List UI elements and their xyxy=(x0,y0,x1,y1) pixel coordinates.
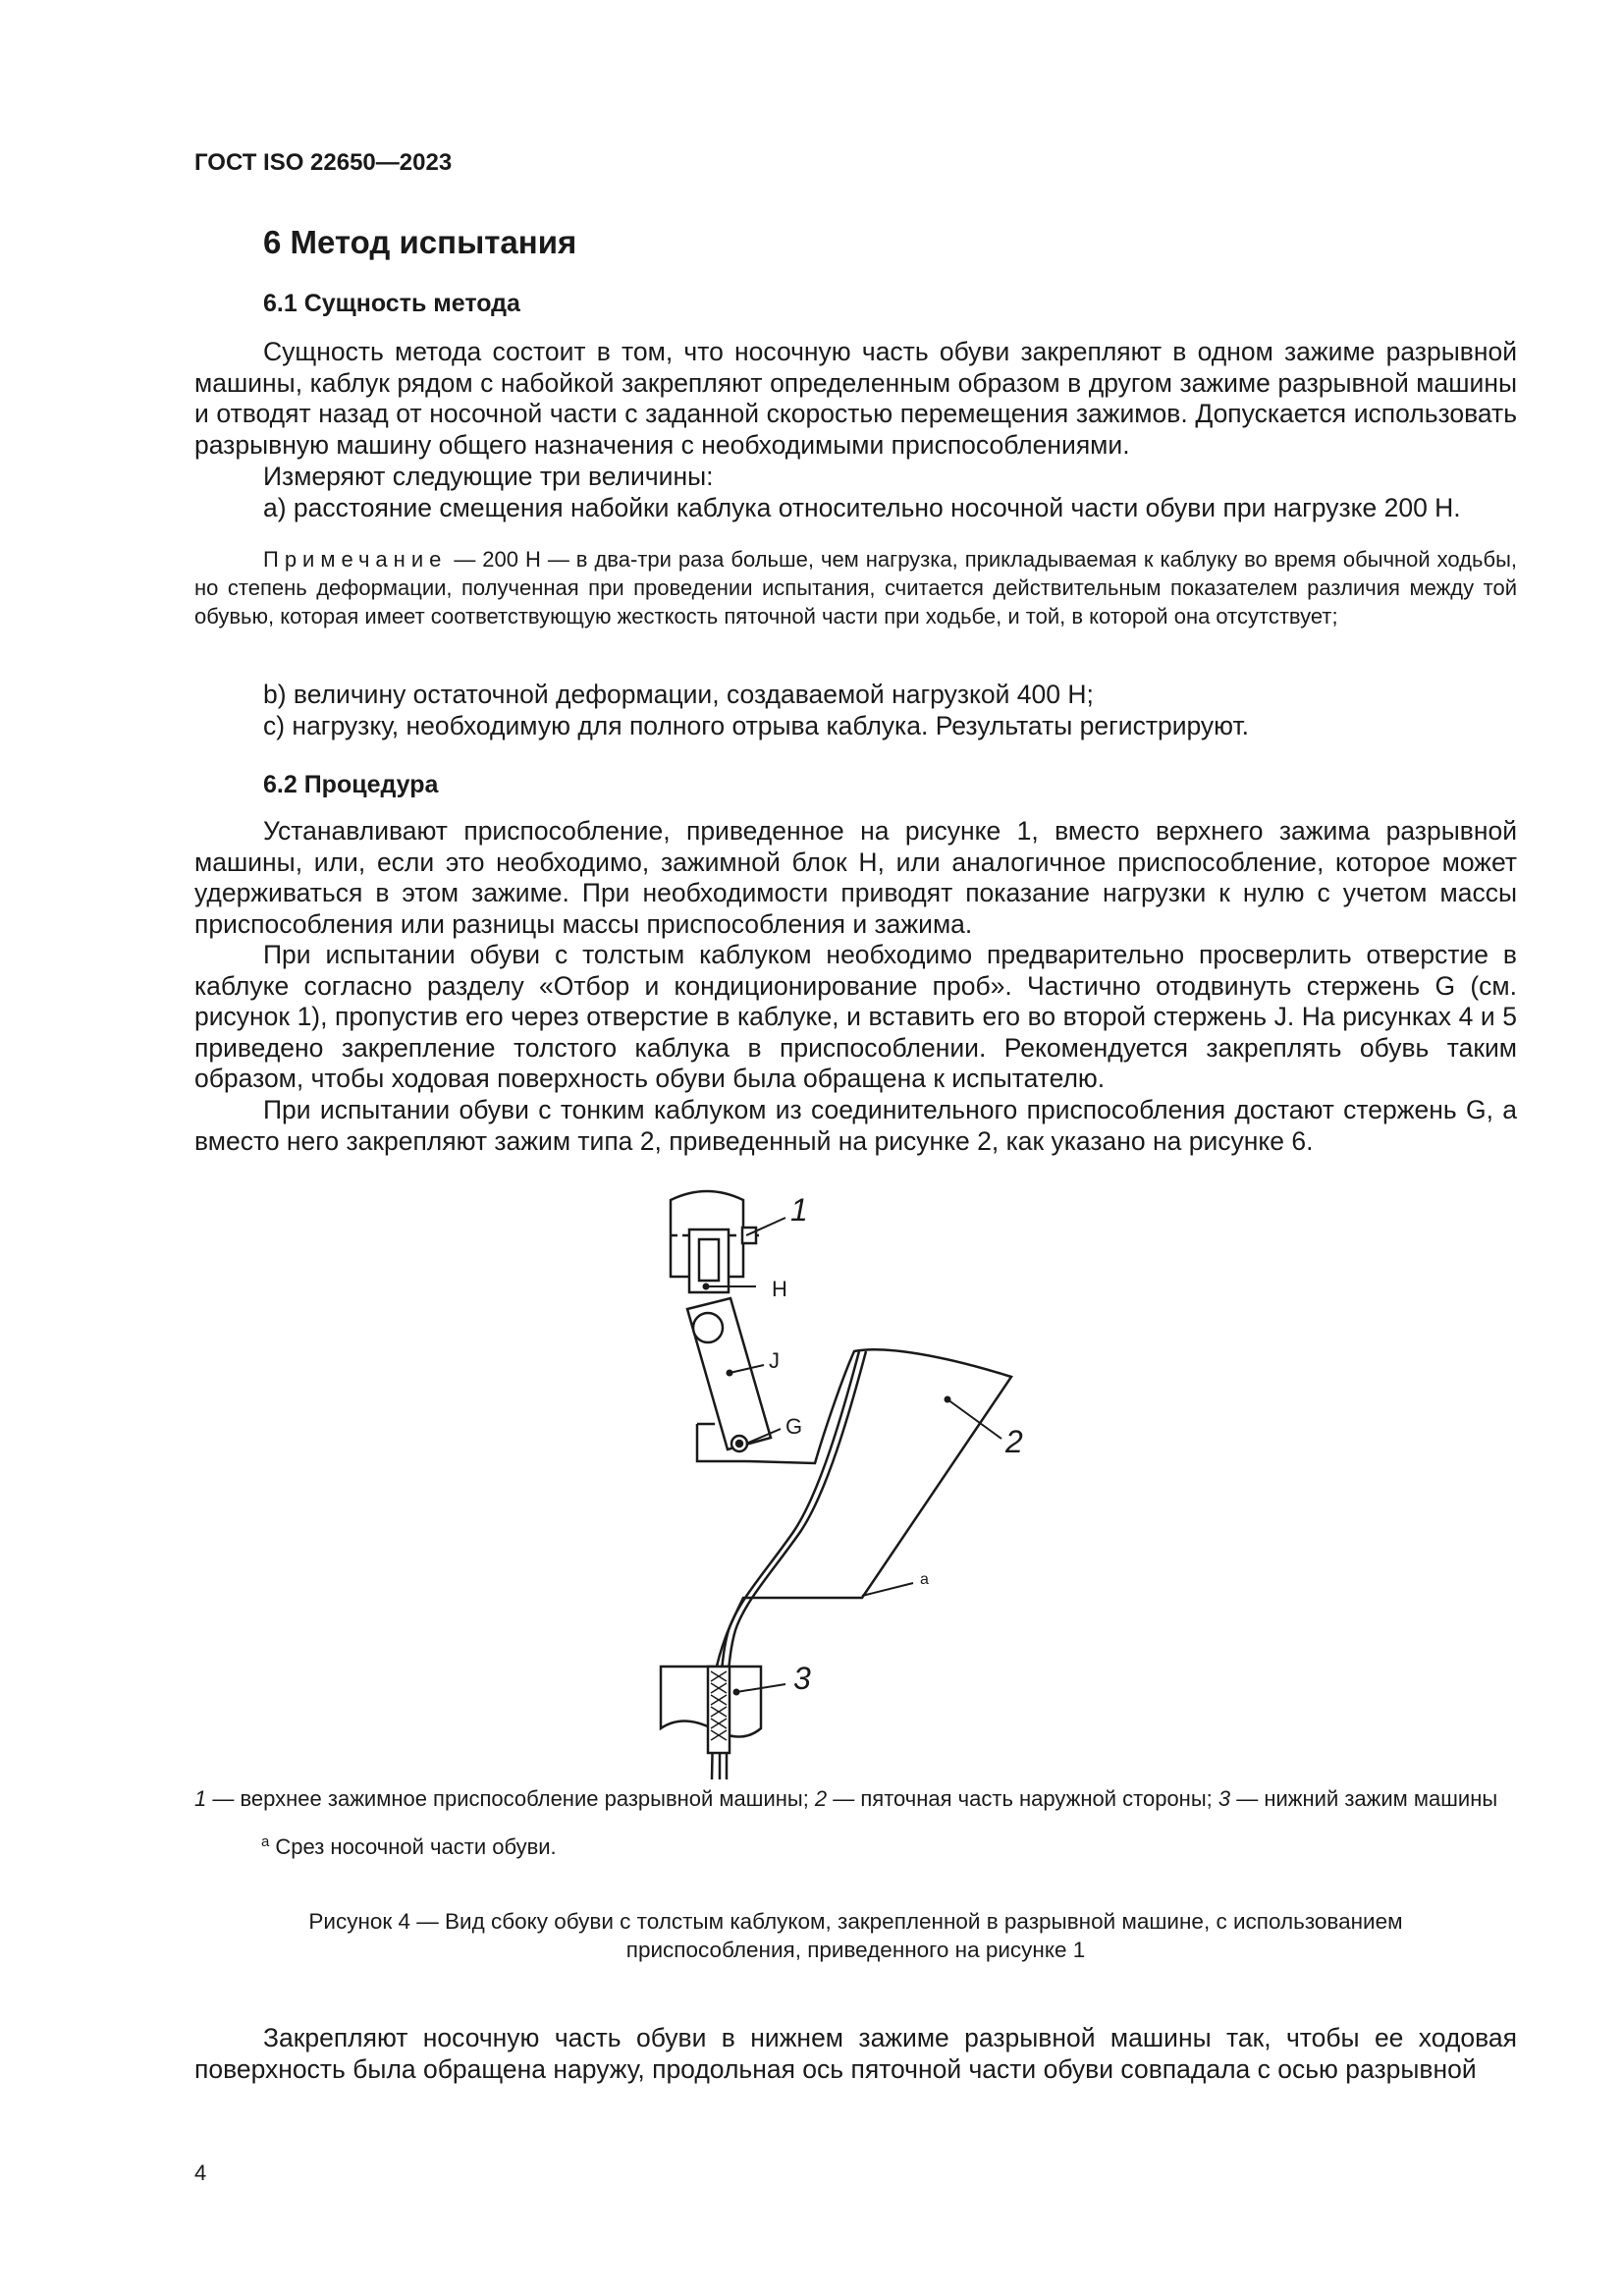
list-item-b: b) величину остаточной деформации, создаваемой нагрузкой 400 Н; xyxy=(263,680,1094,709)
note-text: — 200 Н — в два-три раза больше, чем нагрузка, прикладываемая к каблуку во время обычной ходьбы, но степень деформации, полученная при проведении испытания, считается действительным показателем различия между той обувью, которая имеет соответствующую жесткость пяточной части при ходьбе, и той, в которой она отсутствует; xyxy=(194,547,1517,629)
paragraph-closing: Закрепляют носочную часть обуви в нижнем зажиме разрывной машины так, чтобы ее ходовая поверхность была обращена наружу, продольная ось пяточной части обуви совпадала с осью разрывной xyxy=(194,2023,1517,2084)
subsection-6-2-title: 6.2 Процедура xyxy=(263,771,439,798)
figure-caption xyxy=(194,1907,1517,1964)
list-item-a: a) расстояние смещения набойки каблука относительно носочной части обуви при нагрузке 200 Н. xyxy=(263,493,1461,522)
paragraph-procedure-3: При испытании обуви с тонким каблуком из соединительного приспособления достают стержень G, а вместо него закрепляют зажим типа 2, приведенный на рисунке 2, как указано на рисунке 6. xyxy=(194,1095,1517,1156)
figure-footnote xyxy=(261,1829,557,1861)
legend-text-3: — нижний зажим машины xyxy=(1230,1786,1498,1811)
legend-key-2: 2 xyxy=(814,1786,828,1811)
footnote-mark: a xyxy=(261,1833,270,1850)
list-item-c: c) нагрузку, необходимую для полного отрыва каблука. Результаты регистрируют. xyxy=(263,711,1250,740)
label-g: G xyxy=(785,1414,803,1439)
label-j: J xyxy=(769,1348,780,1373)
section-title: 6 Метод испытания xyxy=(263,224,577,260)
footnote-text: Срез носочной части обуви. xyxy=(275,1834,557,1859)
label-1: 1 xyxy=(790,1192,808,1228)
clamp-block-h xyxy=(689,1230,729,1292)
figure-legend xyxy=(194,1785,1517,1813)
label-h: H xyxy=(772,1277,787,1301)
subsection-6-1-title: 6.1 Сущность метода xyxy=(263,290,520,317)
legend-text-2: — пяточная часть наружной стороны; xyxy=(827,1786,1218,1811)
caption-line-2: приспособления, приведенного на рисунке 1 xyxy=(625,1938,1086,1962)
legend-key-1: 1 xyxy=(194,1786,207,1811)
standard-code: ГОСТ ISO 22650—2023 xyxy=(194,149,453,176)
paragraph-measure-intro: Измеряют следующие три величины: xyxy=(263,462,714,491)
legend-text-1: — верхнее зажимное приспособление разрывной машины; xyxy=(206,1786,815,1811)
label-a: a xyxy=(920,1571,929,1588)
figure-labels xyxy=(769,1192,1023,1696)
page-number: 4 xyxy=(194,2160,207,2185)
label-3: 3 xyxy=(793,1661,811,1696)
lower-clamp xyxy=(661,1667,761,1753)
label-2: 2 xyxy=(1005,1424,1023,1459)
paragraph-procedure-1: Устанавливают приспособление, приведенное на рисунке 1, вместо верхнего зажима разрывной машины, или, если это необходимо, зажимной блок Н, или аналогичное приспособление, которое может удерживаться в этом зажиме. При необходимости приводят показание нагрузки к нулю с учетом массы приспособления или разницы массы приспособления и зажима. xyxy=(194,816,1517,939)
paragraph-method-essence: Сущность метода состоит в том, что носочную часть обуви закрепляют в одном зажиме разрывной машины, каблук рядом с набойкой закрепляют определенным образом в другом зажиме разрывной машины и отводят назад от носочной части с заданной скоростью перемещения зажимов. Допускается использовать разрывную машину общего назначения с необходимыми приспособлениями. xyxy=(194,337,1517,460)
paragraph-procedure-2: При испытании обуви с толстым каблуком необходимо предварительно просверлить отверстие в каблуке согласно разделу «Отбор и кондиционирование проб». Частично отодвинуть стержень G (см. рисунок 1), пропустив его через отверстие в каблуке, и вставить его во второй стержень J. На рисунках 4 и 5 приведено закрепление толстого каблука в приспособлении. Рекомендуется закреплять обувь таким образом, чтобы ходовая поверхность обуви была обращена к испытателю. xyxy=(194,940,1517,1093)
legend-key-3: 3 xyxy=(1217,1786,1231,1811)
note-label: Примечание xyxy=(263,547,448,572)
caption-line-1: Рисунок 4 — Вид сбоку обуви с толстым каблуком, закрепленной в разрывной машине, с использованием xyxy=(308,1909,1403,1934)
